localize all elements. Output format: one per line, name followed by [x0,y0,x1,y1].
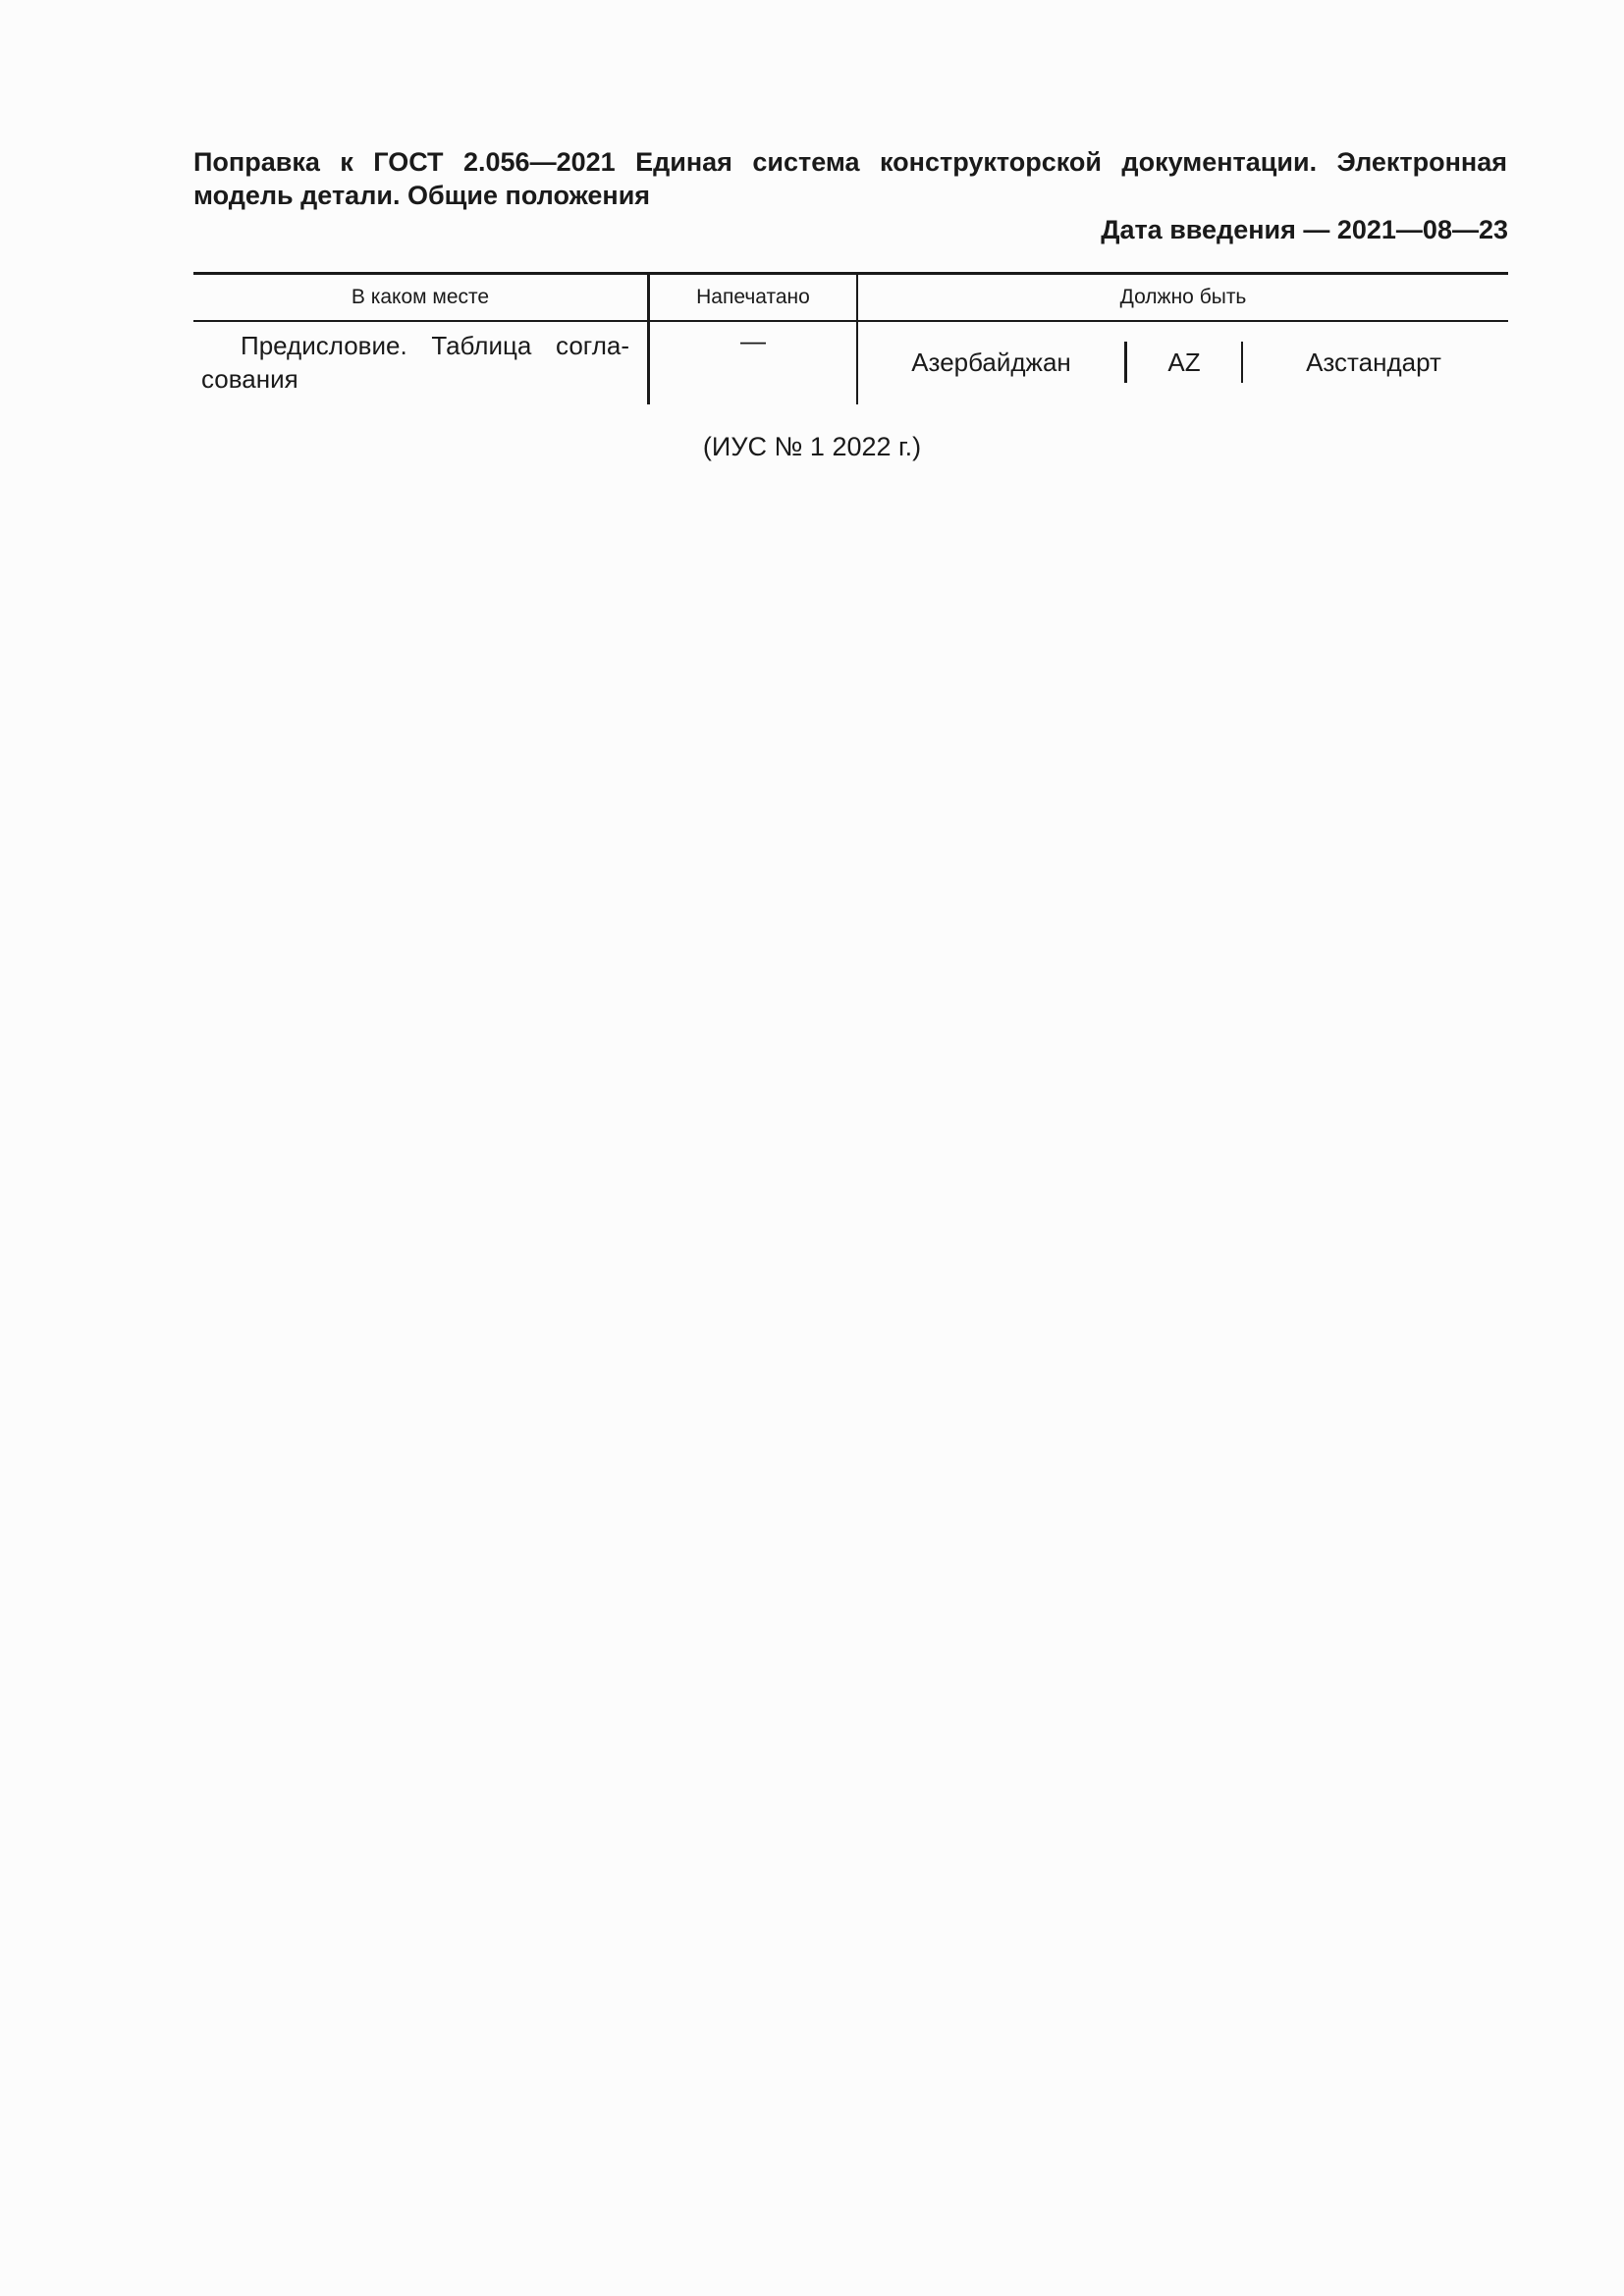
document-title: Поправка к ГОСТ 2.056—2021 Единая система конструкторской документации. Электронная модель детали. Общие положения [193,147,1507,210]
header-location: В каком месте [193,275,650,320]
header-should-be: Должно быть [1119,286,1247,308]
cell-should-be [858,322,1508,404]
source-reference: (ИУС № 1 2022 г.) [702,432,922,461]
cell-printed: — [650,322,858,404]
header-printed: Напечатано [650,275,858,320]
country-code: AZ [1127,342,1243,383]
standards-body: Азстандарт [1306,347,1441,377]
table-row [193,322,1508,404]
correction-table [193,272,1508,404]
cell-location [193,322,650,404]
country-name: Азербайджан [858,342,1127,383]
location-text: Предисловие. Таблица согласования [201,331,629,394]
effective-date: Дата введения — 2021—08—23 [1101,215,1508,244]
table-header-row [193,275,1508,322]
